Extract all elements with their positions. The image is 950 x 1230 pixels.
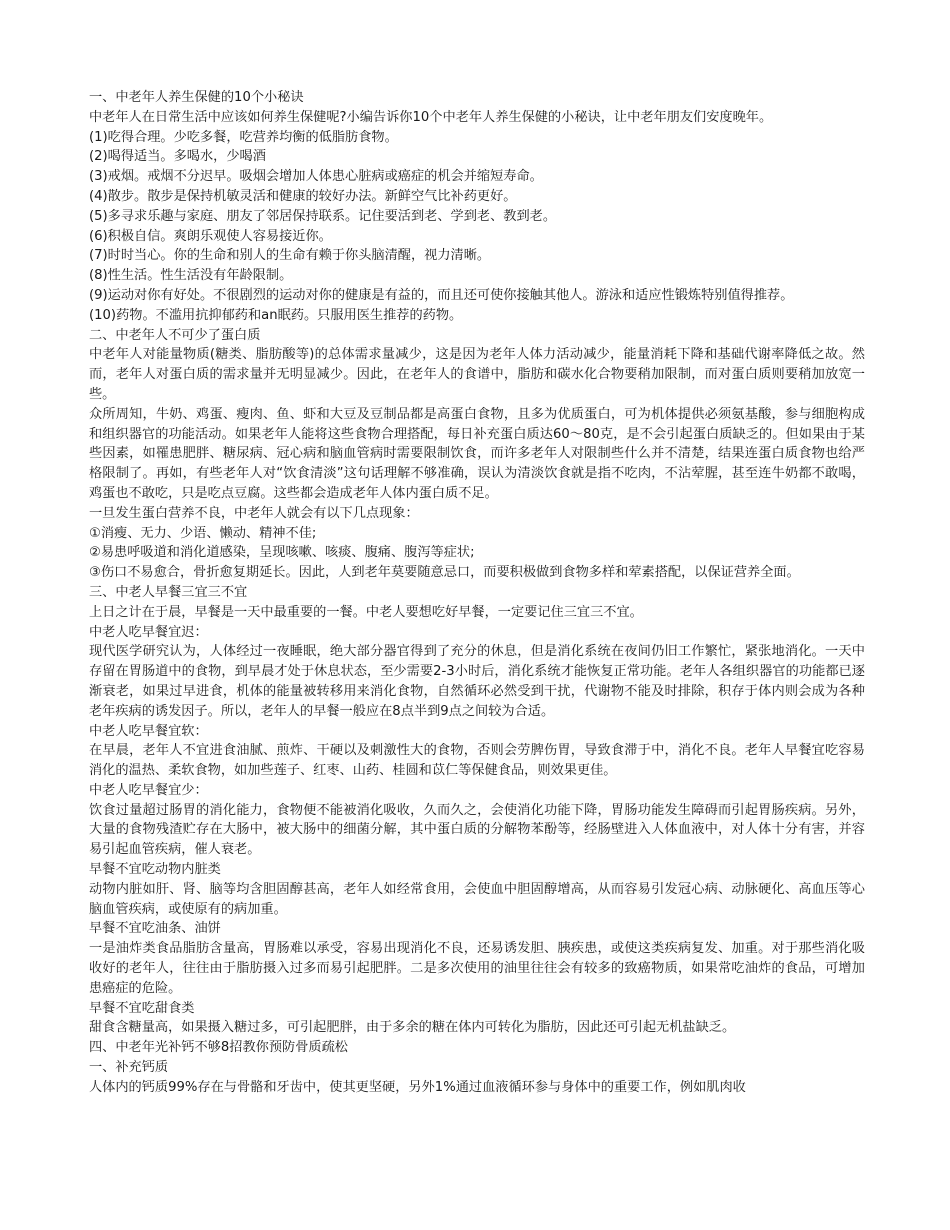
document-body xyxy=(89,88,865,1098)
paragraph: 人体内的钙质99%存在与骨骼和牙齿中，使其更坚硬，另外1%通过血液循环参与身体中的重要工作，例如肌肉收 xyxy=(89,1079,746,1095)
subheading: 中老人吃早餐宜少： xyxy=(89,782,208,798)
list-item: (8)性生活。性生活没有年龄限制。 xyxy=(89,268,293,284)
list-item: (2)喝得适当。多喝水，少喝酒 xyxy=(89,149,266,165)
list-item: (5)多寻求乐趣与家庭、朋友了邻居保持联系。记住要活到老、学到老、教到老。 xyxy=(89,208,557,224)
list-item: (7)时时当心。你的生命和别人的生命有赖于你头脑清醒，视力清晰。 xyxy=(89,248,491,264)
paragraph: 众所周知，牛奶、鸡蛋、瘦肉、鱼、虾和大豆及豆制品都是高蛋白食物，且多为优质蛋白，可为机体提供必须氨基酸，参与细胞构成和组织器官的功能活动。如果老年人能将这些食物合理搭配，每日补充蛋白质达60～80克，是不会引起蛋白质缺乏的。但如果由于某些因素，如罹患肥胖、糖尿病、冠心病和脑血管病时需要限制饮食，而许多老年人对限制些什么并不清楚，结果连蛋白质食物也给严格限制了。再如，有些老年人对“饮食清淡”这句话理解不够准确，误认为清淡饮食就是指不吃肉，不沾荤腥，甚至连牛奶都不敢喝，鸡蛋也不敢吃，只是吃点豆腐。这些都会造成老年人体内蛋白质不足。 xyxy=(89,406,865,501)
list-item: (6)积极自信。爽朗乐观使人容易接近你。 xyxy=(89,228,332,244)
subheading: 一、补充钙质 xyxy=(89,1060,169,1076)
section-heading-1: 一、中老年人养生保健的10个小秘诀 xyxy=(89,90,304,105)
list-item: ③伤口不易愈合，骨折愈复期延长。因此，人到老年莫要随意忌口，而要积极做到食物多样和荤素搭配，以保证营养全面。 xyxy=(89,565,800,581)
paragraph: 上日之计在于晨，早餐是一天中最重要的一餐。中老人要想吃好早餐，一定要记住三宜三不宜。 xyxy=(89,604,643,620)
subheading: 早餐不宜吃油条、油饼 xyxy=(89,921,221,937)
section-heading-4: 四、中老年光补钙不够8招教你预防骨质疏松 xyxy=(89,1040,348,1056)
list-item: (1)吃得合理。少吃多餐，吃营养均衡的低脂肪食物。 xyxy=(89,129,398,145)
paragraph: 中老年人对能量物质(糖类、脂肪酸等)的总体需求量减少，这是因为老年人体力活动减少，能量消耗下降和基础代谢率降低之故。然而，老年人对蛋白质的需求量并无明显减少。因此，在老年人的食谱中，脂肪和碳水化合物要稍加限制，而对蛋白质则要稍加放宽一些。 xyxy=(89,347,865,402)
paragraph: 甜食含糖量高，如果摄入糖过多，可引起肥胖，由于多余的糖在体内可转化为脂肪，因此还可引起无机盐缺乏。 xyxy=(89,1020,736,1036)
subheading: 中老人吃早餐宜软： xyxy=(89,723,208,739)
paragraph: 动物内脏如肝、肾、脑等均含胆固醇甚高，老年人如经常食用，会使血中胆固醇增高，从而容易引发冠心病、动脉硬化、高血压等心脑血管疾病，或使原有的病加重。 xyxy=(89,881,865,917)
list-item: (3)戒烟。戒烟不分迟早。吸烟会增加人体患心脏病或癌症的机会并缩短寿命。 xyxy=(89,169,543,185)
section-heading-3: 三、中老人早餐三宜三不宜 xyxy=(89,584,248,600)
paragraph: 饮食过量超过肠胃的消化能力，食物便不能被消化吸收，久而久之，会使消化功能下降，胃肠功能发生障碍而引起胃肠疾病。另外，大量的食物残渣贮存在大肠中，被大肠中的细菌分解，其中蛋白质的分解物苯酚等，经肠壁进入人体血液中，对人体十分有害，并容易引起血管疾病，催人衰老。 xyxy=(89,802,865,858)
section-heading-2: 二、中老年人不可少了蛋白质 xyxy=(89,327,261,343)
list-item: (9)运动对你有好处。不很剧烈的运动对你的健康是有益的，而且还可使你接触其他人。游泳和适应性锻炼特别值得推荐。 xyxy=(89,287,794,303)
list-item: (10)药物。不滥用抗抑郁药和an眠药。只服用医生推荐的药物。 xyxy=(89,307,463,323)
list-item: ②易患呼吸道和消化道感染，呈现咳嗽、咳痰、腹痛、腹泻等症状; xyxy=(89,545,475,561)
paragraph: 一旦发生蛋白营养不良，中老年人就会有以下几点现象： xyxy=(89,505,419,521)
list-item: ①消瘦、无力、少语、懒动、精神不佳; xyxy=(89,525,317,541)
paragraph: 现代医学研究认为，人体经过一夜睡眠，绝大部分器官得到了充分的休息，但是消化系统在夜间仍旧工作繁忙，紧张地消化。一天中存留在胃肠道中的食物，到早晨才处于休息状态，至少需要2-3小时后，消化系统才能恢复正常功能。老年人各组织器官的功能都已逐渐衰老，如果过早进食，机体的能量被转移用来消化食物，自然循环必然受到干扰，代谢物不能及时排除，积存于体内则会成为各种老年疾病的诱发因子。所以，老年人的早餐一般应在8点半到9点之间较为合适。 xyxy=(89,644,865,719)
subheading: 早餐不宜吃甜食类 xyxy=(89,1000,195,1016)
paragraph: 一是油炸类食品脂肪含量高，胃肠难以承受，容易出现消化不良，还易诱发胆、胰疾患，或使这类疾病复发、加重。对于那些消化吸收好的老年人，往往由于脂肪摄入过多而易引起肥胖。二是多次使用的油里往往会有较多的致癌物质，如果常吃油炸的食品，可增加患癌症的危险。 xyxy=(89,941,865,996)
subheading: 早餐不宜吃动物内脏类 xyxy=(89,862,221,878)
paragraph: 中老年人在日常生活中应该如何养生保健呢?小编告诉你10个中老年人养生保健的小秘诀，让中老年朋友们安度晚年。 xyxy=(89,109,773,125)
paragraph: 在早晨，老年人不宜进食油腻、煎炸、干硬以及刺激性大的食物，否则会劳脾伤胃，导致食滞于中，消化不良。老年人早餐宜吃容易消化的温热、柔软食物，如加些莲子、红枣、山药、桂圆和苡仁等保健食品，则效果更佳。 xyxy=(89,743,865,779)
subheading: 中老人吃早餐宜迟： xyxy=(89,624,208,640)
list-item: (4)散步。散步是保持机敏灵活和健康的较好办法。新鲜空气比补药更好。 xyxy=(89,188,517,204)
